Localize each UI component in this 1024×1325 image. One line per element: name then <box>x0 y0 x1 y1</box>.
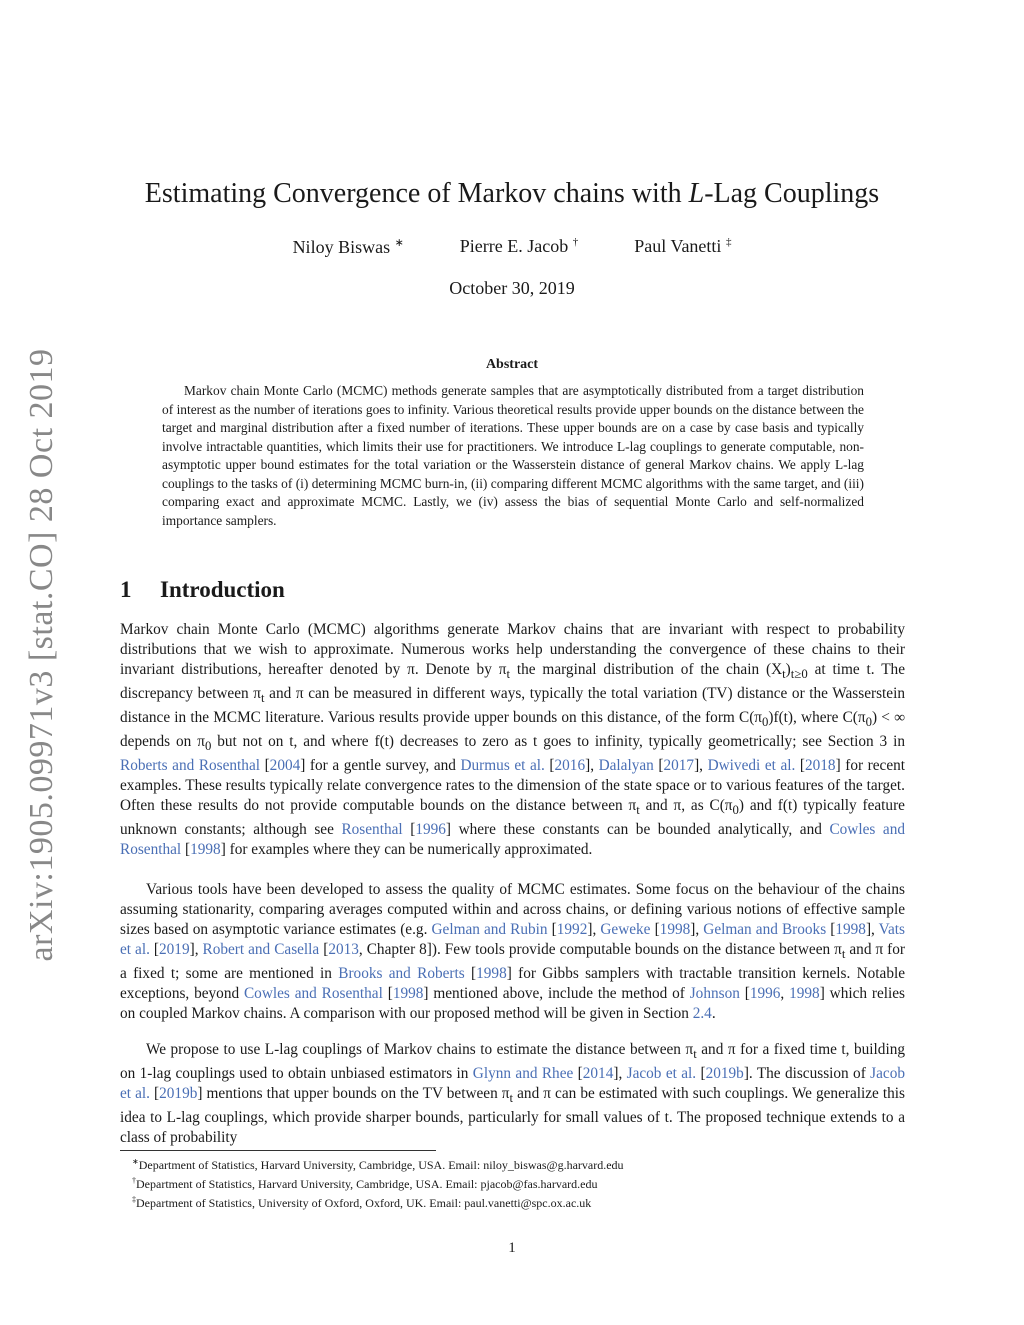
citation-year-link[interactable]: 2013 <box>328 941 359 958</box>
author-vanetti: Paul Vanetti ‡ <box>634 236 732 256</box>
citation-year-link[interactable]: 2017 <box>663 757 695 775</box>
footnotes <box>120 1154 905 1211</box>
section-reference-link[interactable]: 2.4 <box>692 1005 712 1023</box>
author-list <box>0 236 1024 258</box>
citation-year-link[interactable]: 1998 <box>789 985 820 1003</box>
footnote-3: ‡Department of Statistics, University of Oxford, Oxford, UK. Email: paul.vanetti@spc.ox.ac.uk <box>132 1195 592 1210</box>
citation-year-link[interactable]: 2016 <box>554 757 586 775</box>
citation-link[interactable]: Robert and Casella <box>202 941 320 958</box>
citation-link[interactable]: Jacob et al. <box>120 1065 906 1103</box>
citation-year-link[interactable]: 2019 <box>159 941 190 958</box>
author-biswas: Niloy Biswas ∗ <box>292 237 404 257</box>
citation-link[interactable]: Geweke <box>600 921 651 938</box>
citation-link[interactable]: Jacob et al. <box>626 1065 697 1083</box>
citation-link[interactable]: Glynn and Rhee <box>472 1065 574 1083</box>
citation-year-link[interactable]: 1998 <box>476 965 507 983</box>
intro-paragraph-1: Markov chain Monte Carlo (MCMC) algorithms generate Markov chains that are invariant with respect to probability distributions that we wish to approximate. Numerous works help understanding the convergence of these chains to their invariant distributions, hereafter denoted by π. Denote by $\pi_t$ the marginal distribution of the chain $(X_t)_{t\ge 0}$ at time t. The discrepancy between $\pi_t$ and π can be measured in different ways, typically the total variation (TV) distance or the Wasserstein distance in the MCMC literature. Various results provide upper bounds on this distance, of the form $C(\pi_0)f(t)$, where $C(\pi_0)$ < ∞ depends on $\pi_0$ but not on t, and where f(t) decreases to zero as t goes to infinity, typically geometrically; see Section 3 in Roberts and Rosenthal [2004] for a gentle survey, and Durmus et al. [2016], Dalalyan [2017], Dwivedi et al. [2018] for recent examples. These results typically relate convergence rates to the dimension of the state space or to various features of the target. Often these results do not provide computable bounds on the distance between $\pi_t$ and π, as $C(\pi_0)$ and f(t) typically feature unknown constants; although see Rosenthal [1996] where these constants can be bounded analytically, and Cowles and Rosenthal [1998] for examples where they can be numerically approximated. <box>120 621 906 859</box>
citation-year-link[interactable]: 2014 <box>582 1065 614 1083</box>
arxiv-identifier: arXiv:1905.09971v3 [stat.CO] 28 Oct 2019 <box>23 348 60 962</box>
author-jacob: Pierre E. Jacob † <box>459 236 579 256</box>
citation-link[interactable]: Brooks and Roberts <box>338 965 465 983</box>
abstract-text: Markov chain Monte Carlo (MCMC) methods generate samples that are asymptotically distributed from a target distribution of interest as the number of iterations goes to infinity. Various theoretical results provide upper bounds on the distance between the target and marginal distribution after a fixed number of iterations. These upper bounds are on a case by case basis and typically involve intractable quantities, which limits their use for practitioners. We introduce L-lag couplings to generate computable, non-asymptotic upper bound estimates for the total variation or the Wasserstein distance of general Markov chains. We apply L-lag couplings to the tasks of (i) determining MCMC burn-in, (ii) comparing different MCMC algorithms with the same target, and (iii) comparing exact and approximate MCMC. Lastly, we (iv) assess the bias of sequential Monte Carlo and self-normalized importance samplers. <box>162 383 864 528</box>
citation-year-link[interactable]: 2004 <box>269 757 301 775</box>
citation-year-link[interactable]: 2018 <box>804 757 836 775</box>
citation-link[interactable]: Rosenthal <box>341 821 403 839</box>
citation-link[interactable]: Johnson <box>689 985 740 1003</box>
section-heading: 1 Introduction <box>120 577 285 602</box>
abstract-heading: Abstract <box>485 357 539 372</box>
footnote-1: ∗Department of Statistics, Harvard University, Cambridge, USA. Email: niloy_biswas@g.harvard.edu <box>132 1157 624 1172</box>
paper-date: October 30, 2019 <box>449 278 575 298</box>
citation-link[interactable]: Gelman and Rubin <box>431 921 548 938</box>
citation-year-link[interactable]: 1992 <box>556 921 588 938</box>
footnote-2: †Department of Statistics, Harvard University, Cambridge, USA. Email: pjacob@fas.harvard.edu <box>132 1176 598 1191</box>
citation-link[interactable]: Dalalyan <box>598 757 654 775</box>
citation-year-link[interactable]: 1996 <box>415 821 446 839</box>
citation-year-link[interactable]: 1998 <box>190 841 221 859</box>
citation-year-link[interactable]: 1998 <box>659 921 691 938</box>
intro-paragraph-2: Various tools have been developed to assess the quality of MCMC estimates. Some focus on the behaviour of the chains assuming stationarity, comparing averages computed within and across chains, or defining various notions of effective sample sizes based on asymptotic variance estimates (e.g. Gelman and Rubin [1992], Geweke [1998], Gelman and Brooks [1998], Vats et al. [2019], Robert and Casella [2013, Chapter 8]). Few tools provide computable bounds on the distance between $\pi_t$ and π for a fixed t; some are mentioned in Brooks and Roberts [1998] for Gibbs samplers with tractable transition kernels. Notable exceptions, beyond Cowles and Rosenthal [1998] mentioned above, include the method of Johnson [1996, 1998] which relies on coupled Markov chains. A comparison with our proposed method will be given in Section 2.4. <box>120 881 906 1023</box>
citation-link[interactable]: Dwivedi et al. <box>707 757 796 775</box>
citation-year-link[interactable]: 1998 <box>392 985 424 1003</box>
citation-link[interactable]: Vats et al. <box>120 921 906 958</box>
citation-link[interactable]: Durmus et al. <box>460 757 545 775</box>
footnote-divider <box>120 1150 436 1151</box>
paper-title: Estimating Convergence of Markov chains with L-Lag Couplings <box>144 178 880 209</box>
citation-link[interactable]: Cowles and Rosenthal <box>120 821 905 859</box>
intro-paragraph-3: We propose to use L-lag couplings of Markov chains to estimate the distance between $\pi_t$ and π for a fixed time t, building on 1-lag couplings used to obtain unbiased estimators in Glynn and Rhee [2014], Jacob et al. [2019b]. The discussion of Jacob et al. [2019b] mentions that upper bounds on the TV between $\pi_t$ and π can be estimated with such couplings. We generalize this idea to L-lag couplings, which provide sharper bounds, particularly for small values of t. The proposed technique extends to a class of probability <box>120 1041 906 1147</box>
citation-year-link[interactable]: 1996 <box>749 985 781 1003</box>
citation-year-link[interactable]: 1998 <box>835 921 866 938</box>
citation-year-link[interactable]: 2019b <box>705 1065 744 1083</box>
citation-link[interactable]: Roberts and Rosenthal <box>120 757 260 775</box>
citation-link[interactable]: Cowles and Rosenthal <box>243 985 383 1003</box>
citation-year-link[interactable]: 2019b <box>159 1085 198 1103</box>
citation-link[interactable]: Gelman and Brooks <box>703 921 827 938</box>
arxiv-sidebar <box>20 345 64 965</box>
page-number: 1 <box>508 1240 516 1256</box>
